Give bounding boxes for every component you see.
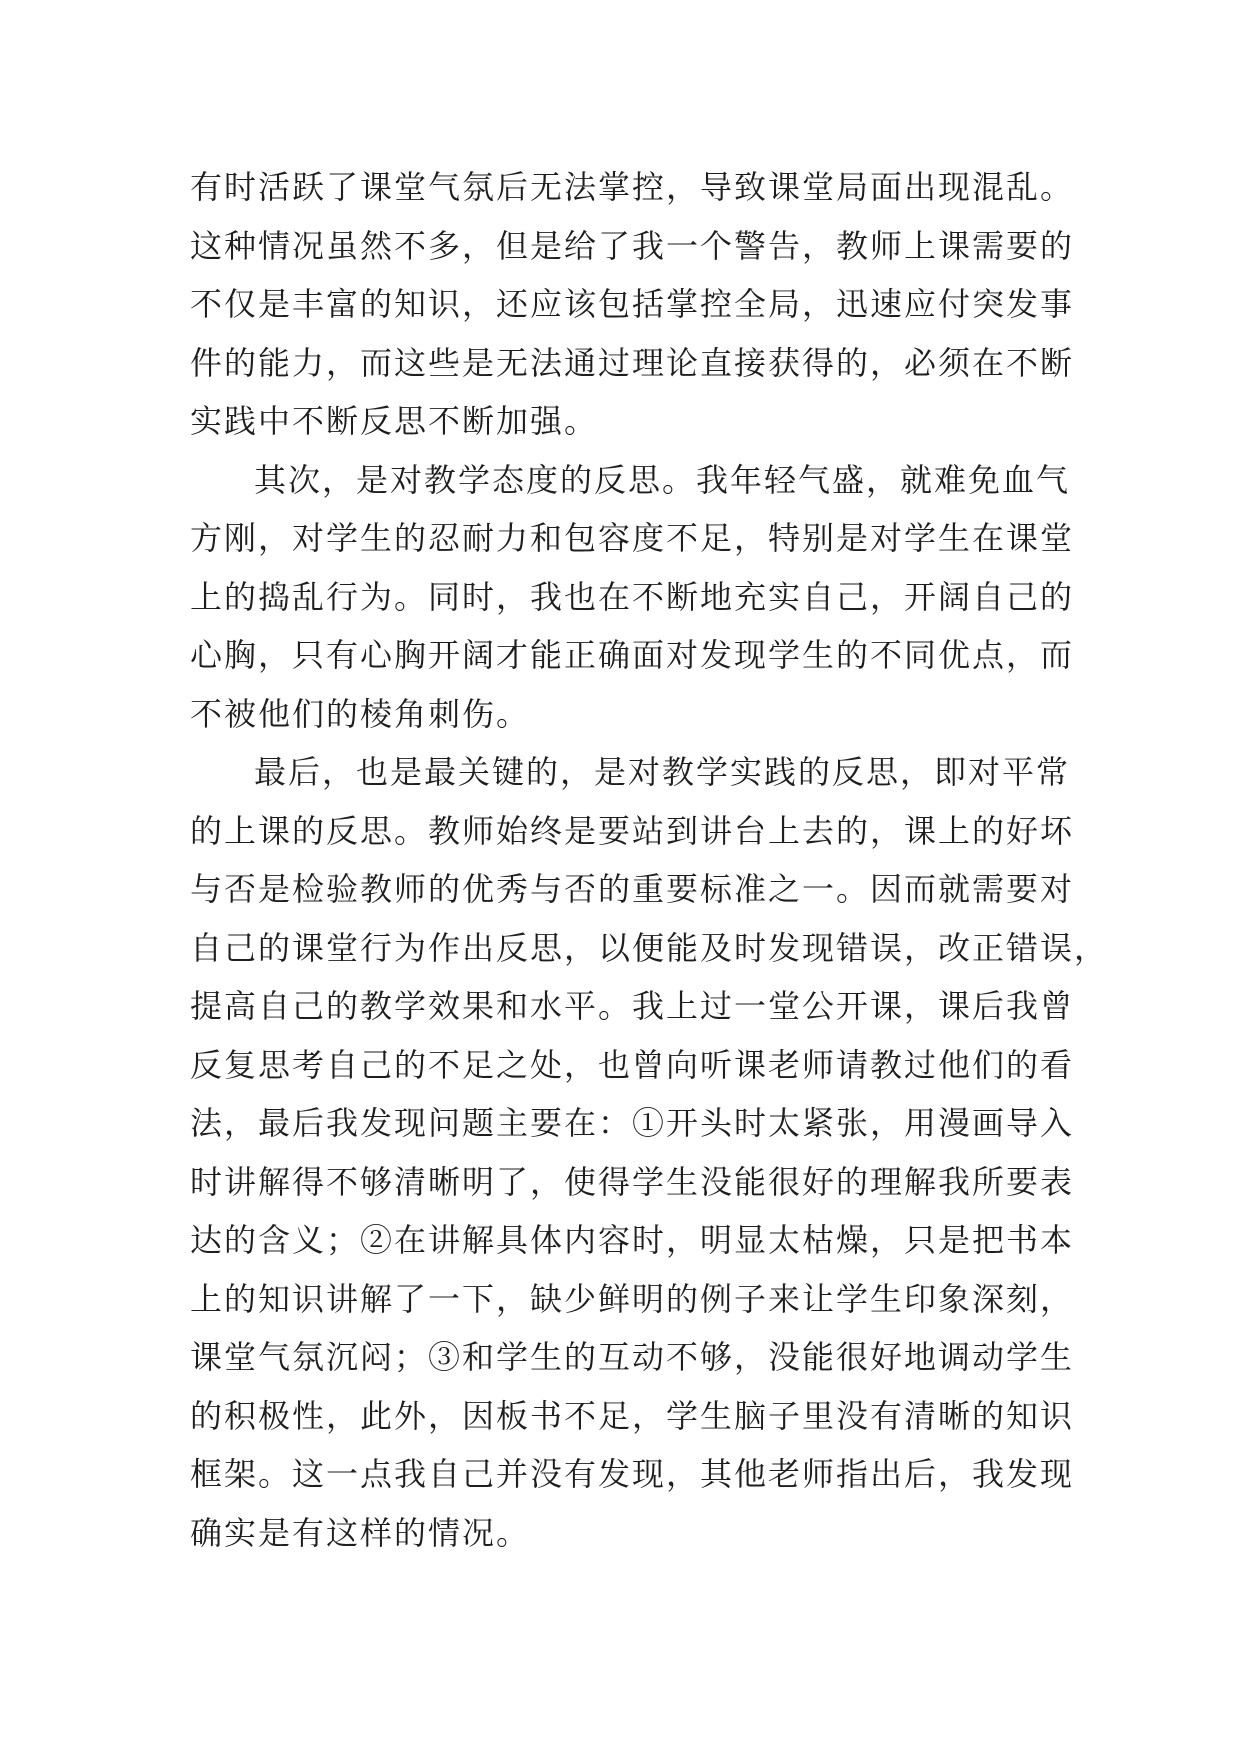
text-line: 其次，是对教学态度的反思。我年轻气盛，就难免血气 [254, 460, 1071, 499]
text-line: 件的能力，而这些是无法通过理论直接获得的，必须在不断 [190, 343, 1075, 382]
text-line: 时讲解得不够清晰明了，使得学生没能很好的理解我所要表 [190, 1162, 1075, 1201]
paragraph-3 [190, 743, 1109, 1562]
text-line: 最后，也是最关键的，是对教学实践的反思，即对平常 [254, 753, 1071, 791]
paragraph-1 [190, 158, 1075, 451]
text-line: 确实是有这样的情况。 [190, 1513, 531, 1552]
text-line: 上的捣乱行为。同时，我也在不断地充实自己，开阔自己的 [190, 577, 1075, 616]
text-line: 这种情况虽然不多，但是给了我一个警告，教师上课需要的 [190, 226, 1075, 265]
text-line: 法，最后我发现问题主要在：①开头时太紧张，用漫画导入 [190, 1104, 1075, 1142]
text-line: 与否是检验教师的优秀与否的重要标准之一。因而就需要对 [190, 870, 1075, 908]
text-line: 的上课的反思。教师始终是要站到讲台上去的，课上的好坏 [190, 811, 1075, 850]
text-line: 的积极性，此外，因板书不足，学生脑子里没有清晰的知识 [190, 1396, 1075, 1435]
text-line: 反复思考自己的不足之处，也曾向听课老师请教过他们的看 [190, 1045, 1075, 1084]
text-line: 不仅是丰富的知识，还应该包括掌控全局，迅速应付突发事 [190, 285, 1075, 323]
text-line: 有时活跃了课堂气氛后无法掌控，导致课堂局面出现混乱。 [190, 168, 1075, 206]
text-line: 上的知识讲解了一下，缺少鲜明的例子来让学生印象深刻， [190, 1279, 1075, 1318]
paragraph-2 [190, 451, 1075, 744]
text-line: 提高自己的教学效果和水平。我上过一堂公开课，课后我曾 [190, 987, 1075, 1025]
text-line: 不被他们的棱角刺伤。 [190, 694, 531, 733]
text-line: 实践中不断反思不断加强。 [190, 402, 599, 440]
text-line: 心胸，只有心胸开阔才能正确面对发现学生的不同优点，而 [190, 636, 1075, 674]
text-line: 框架。这一点我自己并没有发现，其他老师指出后，我发现 [190, 1455, 1075, 1493]
text-line: 方刚，对学生的忍耐力和包容度不足，特别是对学生在课堂 [190, 519, 1075, 557]
text-line: 达的含义；②在讲解具体内容时，明显太枯燥，只是把书本 [190, 1221, 1075, 1259]
document-body [190, 158, 1109, 1562]
text-line: 课堂气氛沉闷；③和学生的互动不够，没能很好地调动学生 [190, 1338, 1075, 1376]
text-line: 自己的课堂行为作出反思，以便能及时发现错误，改正错误， [190, 928, 1109, 967]
